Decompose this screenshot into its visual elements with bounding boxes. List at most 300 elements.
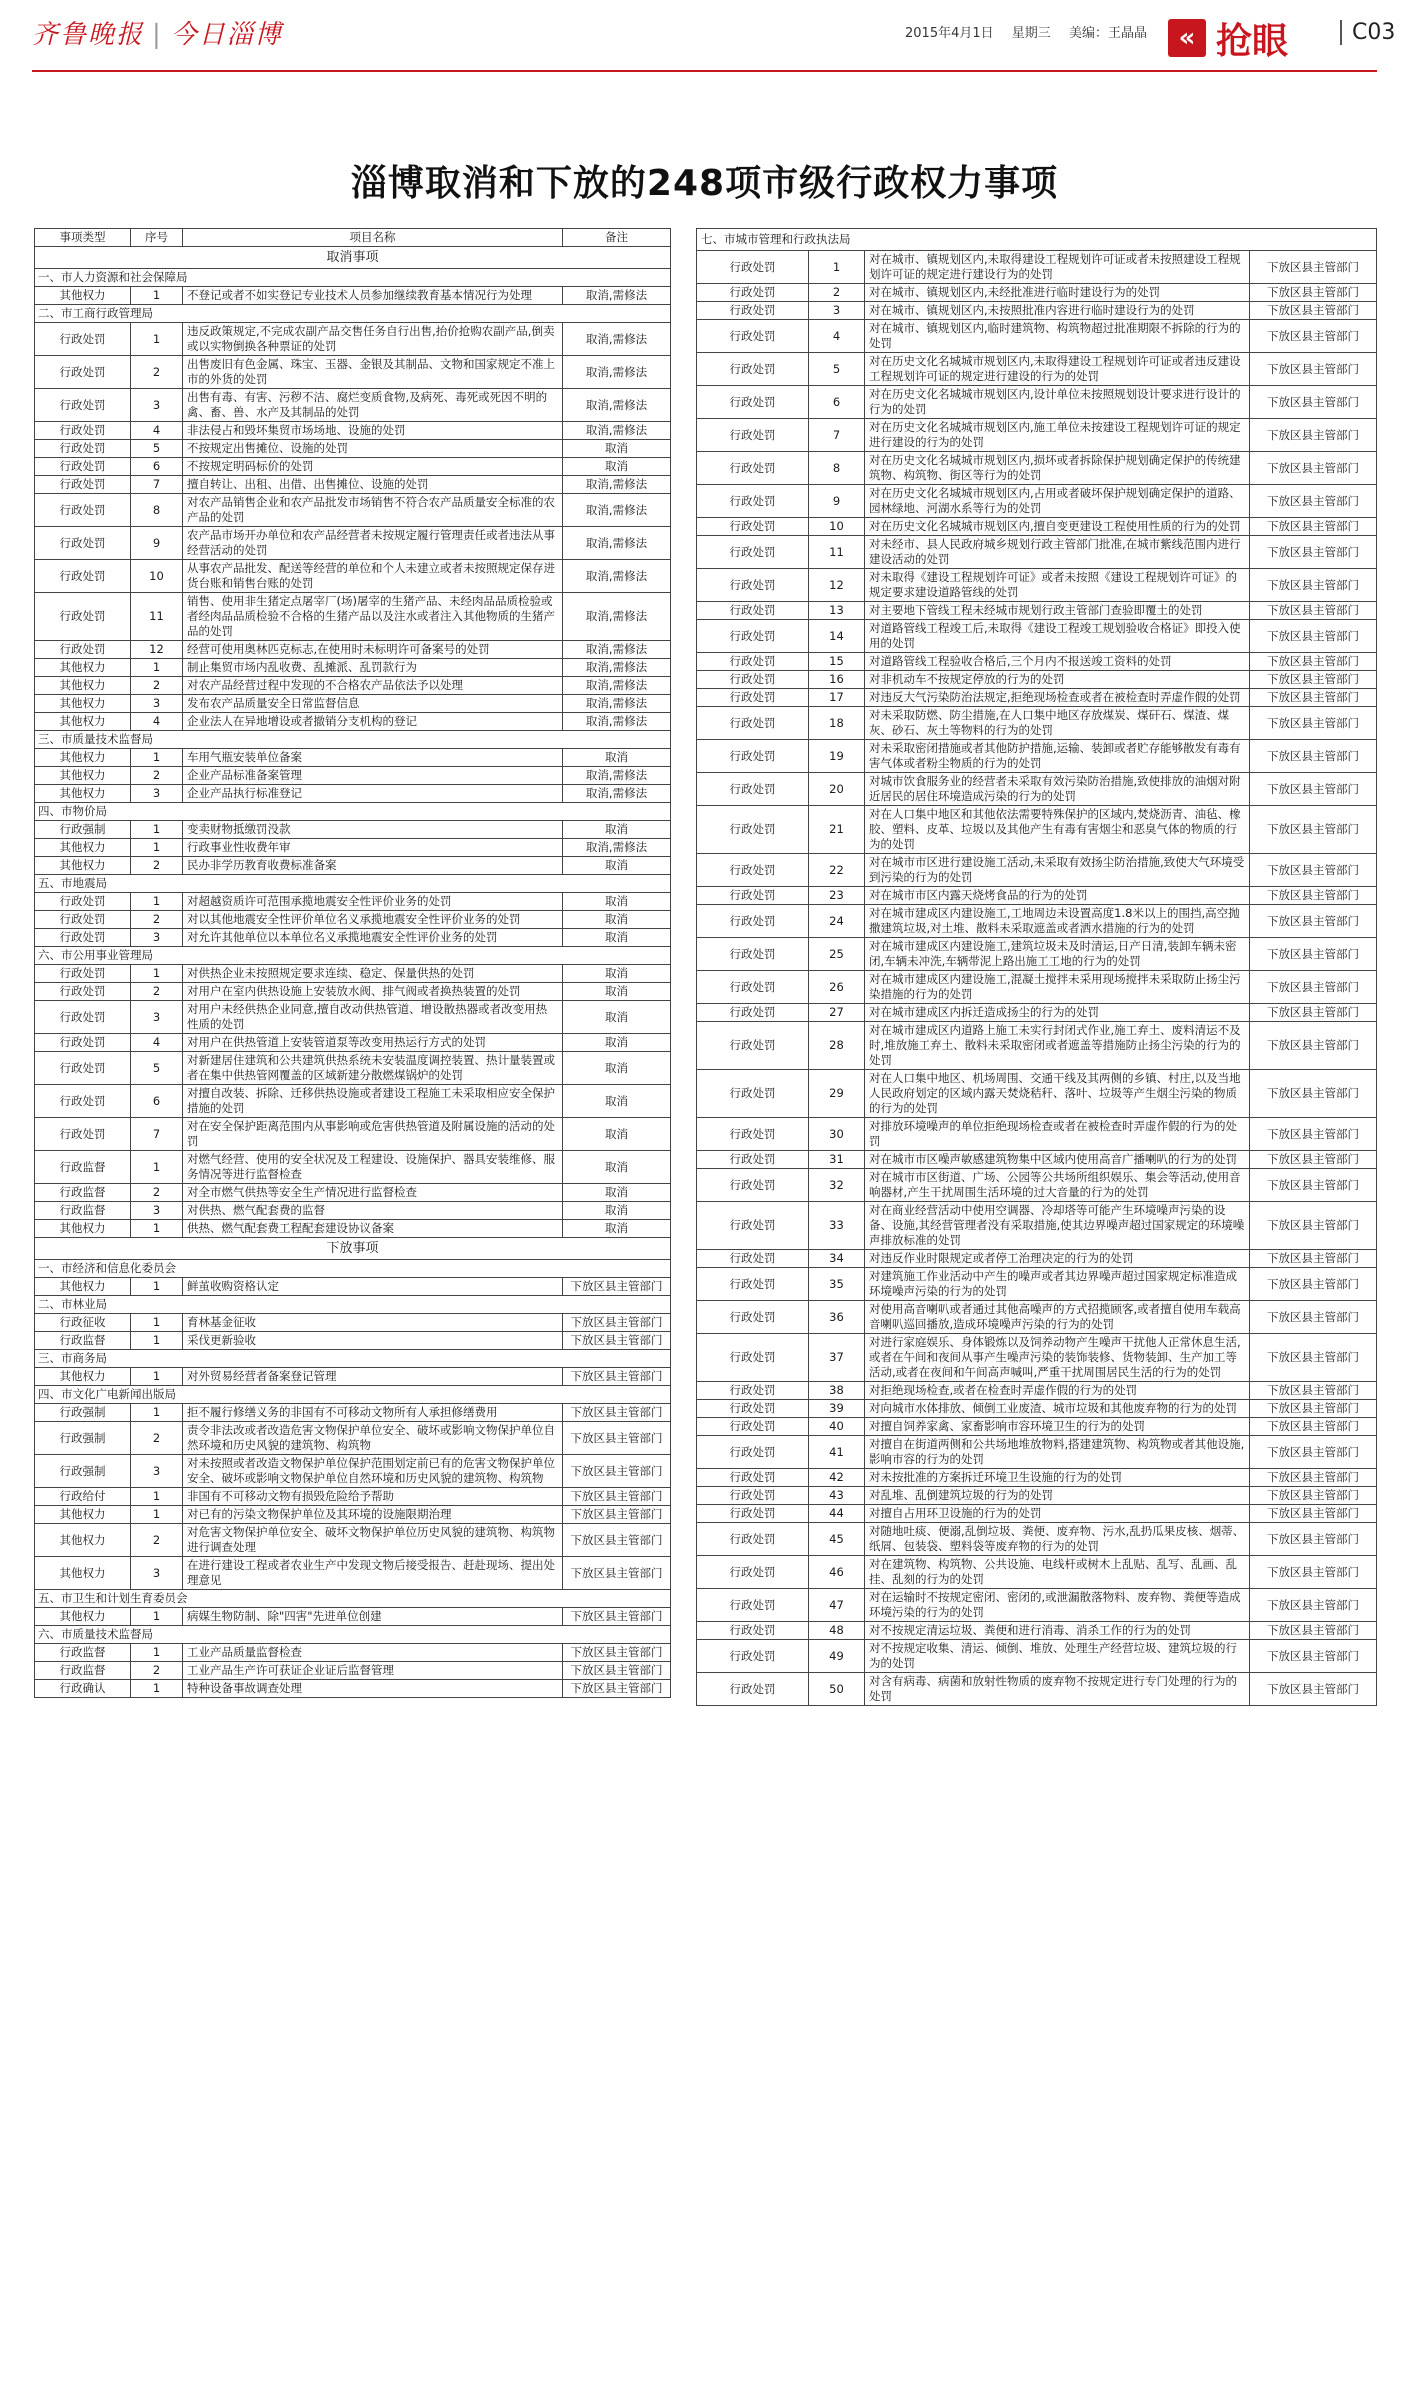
table-row bbox=[697, 1487, 1377, 1505]
item-note: 下放区县主管部门 bbox=[1250, 284, 1377, 302]
item-name: 对擅自占用环卫设施的行为的处罚 bbox=[865, 1505, 1250, 1523]
item-type: 行政处罚 bbox=[697, 1070, 809, 1118]
item-note: 下放区县主管部门 bbox=[563, 1455, 671, 1488]
item-type: 行政处罚 bbox=[35, 983, 131, 1001]
item-name: 对未采取密闭措施或者其他防护措施,运输、装卸或者贮存能够散发有毒有害气体或者粉尘物质的行为的处罚 bbox=[865, 740, 1250, 773]
table-row bbox=[35, 1085, 671, 1118]
item-type: 行政处罚 bbox=[697, 602, 809, 620]
table-row bbox=[697, 905, 1377, 938]
table-row bbox=[697, 1523, 1377, 1556]
table-row bbox=[697, 1436, 1377, 1469]
item-note: 下放区县主管部门 bbox=[1250, 1151, 1377, 1169]
left-column bbox=[34, 228, 670, 1698]
item-note: 下放区县主管部门 bbox=[1250, 1334, 1377, 1382]
item-note: 下放区县主管部门 bbox=[563, 1557, 671, 1590]
item-type: 行政处罚 bbox=[35, 1085, 131, 1118]
item-name: 对道路管线工程验收合格后,三个月内不报送竣工资料的处罚 bbox=[865, 653, 1250, 671]
item-type: 行政处罚 bbox=[697, 485, 809, 518]
item-type: 行政强制 bbox=[35, 1455, 131, 1488]
dept-row bbox=[35, 947, 671, 965]
table-row bbox=[35, 1404, 671, 1422]
item-number: 30 bbox=[809, 1118, 865, 1151]
table-row bbox=[35, 1220, 671, 1238]
item-name: 出售有毒、有害、污秽不洁、腐烂变质食物,及病死、毒死或死因不明的禽、畜、兽、水产及其制品的处罚 bbox=[183, 389, 563, 422]
item-number: 18 bbox=[809, 707, 865, 740]
item-type: 行政处罚 bbox=[697, 1640, 809, 1673]
item-type: 其他权力 bbox=[35, 767, 131, 785]
item-note: 取消,需修法 bbox=[563, 323, 671, 356]
item-note: 下放区县主管部门 bbox=[1250, 1673, 1377, 1706]
item-name: 对在历史文化名城城市规划区内,损坏或者拆除保护规划确定保护的传统建筑物、构筑物、街区等行为的处罚 bbox=[865, 452, 1250, 485]
item-name: 企业产品标准备案管理 bbox=[183, 767, 563, 785]
item-note: 下放区县主管部门 bbox=[1250, 1202, 1377, 1250]
item-name: 对主要地下管线工程未经城市规划行政主管部门查验即覆土的处罚 bbox=[865, 602, 1250, 620]
item-note: 下放区县主管部门 bbox=[1250, 1022, 1377, 1070]
item-note: 下放区县主管部门 bbox=[1250, 938, 1377, 971]
item-name: 对已有的污染文物保护单位及其环境的设施限期治理 bbox=[183, 1506, 563, 1524]
item-name: 对超越资质许可范围承揽地震安全性评价业务的处罚 bbox=[183, 893, 563, 911]
table-row bbox=[697, 806, 1377, 854]
item-type: 行政处罚 bbox=[35, 965, 131, 983]
item-note: 下放区县主管部门 bbox=[1250, 386, 1377, 419]
table-row bbox=[35, 1524, 671, 1557]
item-number: 2 bbox=[131, 983, 183, 1001]
item-name: 企业法人在异地增设或者撤销分支机构的登记 bbox=[183, 713, 563, 731]
item-note: 取消 bbox=[563, 1001, 671, 1034]
item-number: 11 bbox=[809, 536, 865, 569]
item-number: 49 bbox=[809, 1640, 865, 1673]
item-name: 对在城市建成区内拆迁造成扬尘的行为的处罚 bbox=[865, 1004, 1250, 1022]
item-type: 行政给付 bbox=[35, 1488, 131, 1506]
item-note: 取消 bbox=[563, 911, 671, 929]
item-name: 供热、燃气配套费工程配套建设协议备案 bbox=[183, 1220, 563, 1238]
table-row bbox=[35, 458, 671, 476]
item-number: 7 bbox=[131, 1118, 183, 1151]
item-note: 取消,需修法 bbox=[563, 767, 671, 785]
item-type: 行政处罚 bbox=[697, 653, 809, 671]
item-note: 取消 bbox=[563, 1118, 671, 1151]
table-row bbox=[35, 356, 671, 389]
item-type: 行政处罚 bbox=[35, 1118, 131, 1151]
item-name: 对擅自在街道两侧和公共场地堆放物料,搭建建筑物、构筑物或者其他设施,影响市容的行为的处罚 bbox=[865, 1436, 1250, 1469]
table-row bbox=[697, 302, 1377, 320]
double-chevron-icon: « bbox=[1168, 19, 1206, 57]
item-note: 取消 bbox=[563, 1052, 671, 1085]
item-type: 行政处罚 bbox=[697, 1469, 809, 1487]
right-column bbox=[696, 228, 1376, 1706]
item-number: 29 bbox=[809, 1070, 865, 1118]
item-name: 对擅自饲养家禽、家畜影响市容环境卫生的行为的处罚 bbox=[865, 1418, 1250, 1436]
item-number: 7 bbox=[131, 476, 183, 494]
item-note: 下放区县主管部门 bbox=[1250, 1640, 1377, 1673]
item-name: 车用气瓶安装单位备案 bbox=[183, 749, 563, 767]
dept-name: 四、市文化广电新闻出版局 bbox=[35, 1386, 671, 1404]
item-number: 44 bbox=[809, 1505, 865, 1523]
item-type: 行政处罚 bbox=[697, 773, 809, 806]
item-note: 取消,需修法 bbox=[563, 695, 671, 713]
item-number: 1 bbox=[131, 1644, 183, 1662]
item-name: 对在城市市区街道、广场、公园等公共场所组织娱乐、集会等活动,使用音响器材,产生干扰周围生活环境的过大音量的行为的处罚 bbox=[865, 1169, 1250, 1202]
table-row bbox=[35, 389, 671, 422]
table-row bbox=[35, 494, 671, 527]
item-name: 企业产品执行标准登记 bbox=[183, 785, 563, 803]
item-type: 行政处罚 bbox=[697, 1523, 809, 1556]
table-row bbox=[35, 1184, 671, 1202]
item-type: 行政处罚 bbox=[697, 1301, 809, 1334]
item-type: 行政处罚 bbox=[35, 1001, 131, 1034]
item-name: 对使用高音喇叭或者通过其他高噪声的方式招揽顾客,或者擅自使用车载高音喇叭巡回播放,造成环境噪声污染的行为的处罚 bbox=[865, 1301, 1250, 1334]
item-number: 3 bbox=[131, 1557, 183, 1590]
item-number: 3 bbox=[131, 785, 183, 803]
table-row bbox=[35, 1644, 671, 1662]
item-number: 1 bbox=[131, 1314, 183, 1332]
item-type: 行政强制 bbox=[35, 821, 131, 839]
item-note: 下放区县主管部门 bbox=[563, 1404, 671, 1422]
item-name: 对允许其他单位以本单位名义承揽地震安全性评价业务的处罚 bbox=[183, 929, 563, 947]
dept-row bbox=[35, 1260, 671, 1278]
table-row bbox=[35, 1557, 671, 1590]
item-name: 对在历史文化名城城市规划区内,擅自变更建设工程使用性质的行为的处罚 bbox=[865, 518, 1250, 536]
item-type: 行政处罚 bbox=[35, 560, 131, 593]
item-type: 行政处罚 bbox=[697, 1004, 809, 1022]
item-type: 行政处罚 bbox=[697, 971, 809, 1004]
item-type: 行政处罚 bbox=[35, 476, 131, 494]
item-note: 取消 bbox=[563, 983, 671, 1001]
section-delegate-title: 下放事项 bbox=[35, 1238, 671, 1260]
dept-row bbox=[35, 875, 671, 893]
item-note: 取消,需修法 bbox=[563, 593, 671, 641]
item-name: 销售、使用非生猪定点屠宰厂(场)屠宰的生猪产品、未经肉品品质检验或者经肉品品质检验不合格的生猪产品以及注水或者注入其他物质的生猪产品的处罚 bbox=[183, 593, 563, 641]
item-type: 其他权力 bbox=[35, 749, 131, 767]
item-number: 8 bbox=[809, 452, 865, 485]
dept-name: 二、市工商行政管理局 bbox=[35, 305, 671, 323]
item-type: 其他权力 bbox=[35, 1557, 131, 1590]
item-note: 下放区县主管部门 bbox=[1250, 320, 1377, 353]
left-table bbox=[34, 228, 671, 1698]
item-type: 其他权力 bbox=[35, 287, 131, 305]
item-number: 31 bbox=[809, 1151, 865, 1169]
item-note: 下放区县主管部门 bbox=[1250, 518, 1377, 536]
item-name: 对在城市市区噪声敏感建筑物集中区域内使用高音广播喇叭的行为的处罚 bbox=[865, 1151, 1250, 1169]
item-note: 取消 bbox=[563, 458, 671, 476]
item-type: 其他权力 bbox=[35, 1278, 131, 1296]
item-type: 其他权力 bbox=[35, 1220, 131, 1238]
section-title-row bbox=[35, 247, 671, 269]
item-type: 行政处罚 bbox=[697, 302, 809, 320]
dept-row bbox=[35, 305, 671, 323]
table-row bbox=[35, 911, 671, 929]
item-number: 1 bbox=[131, 1151, 183, 1184]
item-note: 下放区县主管部门 bbox=[563, 1506, 671, 1524]
table-row bbox=[35, 1151, 671, 1184]
item-type: 行政处罚 bbox=[35, 593, 131, 641]
item-type: 行政处罚 bbox=[35, 389, 131, 422]
item-number: 1 bbox=[131, 1220, 183, 1238]
item-name: 对在人口集中地区、机场周围、交通干线及其两侧的乡镇、村庄,以及当地人民政府划定的区域内露天焚烧秸秆、落叶、垃圾等产生烟尘污染的物质的行为的处罚 bbox=[865, 1070, 1250, 1118]
page-headline: 淄博取消和下放的248项市级行政权力事项 bbox=[350, 163, 1059, 204]
item-name: 行政事业性收费年审 bbox=[183, 839, 563, 857]
table-row bbox=[697, 386, 1377, 419]
item-type: 其他权力 bbox=[35, 713, 131, 731]
item-note: 下放区县主管部门 bbox=[1250, 653, 1377, 671]
dept-row bbox=[35, 1296, 671, 1314]
item-name: 对乱堆、乱倒建筑垃圾的行为的处罚 bbox=[865, 1487, 1250, 1505]
item-note: 下放区县主管部门 bbox=[1250, 485, 1377, 518]
item-note: 取消 bbox=[563, 749, 671, 767]
item-note: 下放区县主管部门 bbox=[1250, 1169, 1377, 1202]
item-type: 行政处罚 bbox=[697, 1556, 809, 1589]
item-number: 23 bbox=[809, 887, 865, 905]
item-name: 工业产品生产许可获证企业证后监督管理 bbox=[183, 1662, 563, 1680]
table-row bbox=[35, 1001, 671, 1034]
item-note: 下放区县主管部门 bbox=[563, 1524, 671, 1557]
table-row bbox=[35, 641, 671, 659]
item-note: 取消 bbox=[563, 929, 671, 947]
item-note: 取消 bbox=[563, 1151, 671, 1184]
table-row bbox=[35, 422, 671, 440]
item-type: 其他权力 bbox=[35, 677, 131, 695]
item-name: 不登记或者不如实登记专业技术人员参加继续教育基本情况行为处理 bbox=[183, 287, 563, 305]
item-type: 行政处罚 bbox=[697, 1268, 809, 1301]
item-number: 4 bbox=[809, 320, 865, 353]
table-row bbox=[35, 1118, 671, 1151]
item-name: 对未经市、县人民政府城乡规划行政主管部门批准,在城市紫线范围内进行建设活动的处罚 bbox=[865, 536, 1250, 569]
item-number: 4 bbox=[131, 1034, 183, 1052]
table-row bbox=[697, 671, 1377, 689]
issue-weekday: 星期三 bbox=[1011, 26, 1051, 41]
item-type: 行政强制 bbox=[35, 1404, 131, 1422]
table-row bbox=[697, 1268, 1377, 1301]
dept-name: 三、市质量技术监督局 bbox=[35, 731, 671, 749]
item-note: 下放区县主管部门 bbox=[1250, 1268, 1377, 1301]
item-number: 1 bbox=[809, 251, 865, 284]
item-name: 对排放环境噪声的单位拒绝现场检查或者在被检查时弄虚作假的行为的处罚 bbox=[865, 1118, 1250, 1151]
table-row bbox=[35, 527, 671, 560]
item-type: 行政处罚 bbox=[35, 356, 131, 389]
item-name: 对全市燃气供热等安全生产情况进行监督检查 bbox=[183, 1184, 563, 1202]
item-note: 下放区县主管部门 bbox=[1250, 353, 1377, 386]
item-number: 4 bbox=[131, 422, 183, 440]
dept-row bbox=[35, 1350, 671, 1368]
table-row bbox=[697, 1118, 1377, 1151]
item-number: 11 bbox=[131, 593, 183, 641]
table-row bbox=[697, 419, 1377, 452]
item-name: 对违反大气污染防治法规定,拒绝现场检查或者在被检查时弄虚作假的处罚 bbox=[865, 689, 1250, 707]
page-number: C03 bbox=[1340, 20, 1395, 45]
table-row bbox=[35, 659, 671, 677]
item-number: 1 bbox=[131, 839, 183, 857]
item-note: 下放区县主管部门 bbox=[1250, 1070, 1377, 1118]
item-type: 行政处罚 bbox=[697, 1589, 809, 1622]
item-type: 行政处罚 bbox=[697, 1622, 809, 1640]
table-row bbox=[697, 1400, 1377, 1418]
table-row bbox=[35, 929, 671, 947]
item-note: 取消,需修法 bbox=[563, 659, 671, 677]
item-note: 下放区县主管部门 bbox=[563, 1680, 671, 1698]
item-name: 农产品市场开办单位和农产品经营者未按规定履行管理责任或者违法从事经营活动的处罚 bbox=[183, 527, 563, 560]
item-number: 45 bbox=[809, 1523, 865, 1556]
item-type: 其他权力 bbox=[35, 1506, 131, 1524]
table-row bbox=[35, 440, 671, 458]
item-name: 对在商业经营活动中使用空调器、冷却塔等可能产生环境噪声污染的设备、设施,其经营管理者没有采取措施,使其边界噪声超过国家规定的环境噪声排放标准的处罚 bbox=[865, 1202, 1250, 1250]
item-number: 1 bbox=[131, 965, 183, 983]
table-row bbox=[35, 785, 671, 803]
item-note: 取消,需修法 bbox=[563, 560, 671, 593]
item-note: 下放区县主管部门 bbox=[1250, 1556, 1377, 1589]
table-row bbox=[35, 560, 671, 593]
item-type: 其他权力 bbox=[35, 695, 131, 713]
item-type: 其他权力 bbox=[35, 659, 131, 677]
item-name: 对进行家庭娱乐、身体锻炼以及饲养动物产生噪声干扰他人正常休息生活,或者在午间和夜间从事产生噪声污染的装饰装修、货物装卸、生产加工等活动,或者在夜间和午间高声喊叫,严重干扰周围居民生活的行为的处罚 bbox=[865, 1334, 1250, 1382]
item-number: 2 bbox=[131, 1524, 183, 1557]
table-row bbox=[697, 1202, 1377, 1250]
item-type: 行政处罚 bbox=[35, 911, 131, 929]
item-name: 对在城市、镇规划区内,未按照批准内容进行临时建设行为的处罚 bbox=[865, 302, 1250, 320]
item-name: 对在历史文化名城城市规划区内,占用或者破坏保护规划确定保护的道路、园林绿地、河湖水系等行为的处罚 bbox=[865, 485, 1250, 518]
table-row bbox=[35, 1662, 671, 1680]
item-name: 从事农产品批发、配送等经营的单位和个人未建立或者未按照规定保存进货台账和销售台账的处罚 bbox=[183, 560, 563, 593]
item-number: 3 bbox=[131, 1202, 183, 1220]
item-name: 对在城市建成区内道路上施工未实行封闭式作业,施工弃土、废料清运不及时,堆放施工弃土、散料未采取密闭或者遮盖等措施防止扬尘污染的行为的处罚 bbox=[865, 1022, 1250, 1070]
dept-name: 四、市物价局 bbox=[35, 803, 671, 821]
item-name: 经营可使用奥林匹克标志,在使用时未标明许可备案号的处罚 bbox=[183, 641, 563, 659]
item-note: 取消,需修法 bbox=[563, 785, 671, 803]
item-type: 行政征收 bbox=[35, 1314, 131, 1332]
item-type: 行政处罚 bbox=[697, 1169, 809, 1202]
item-note: 下放区县主管部门 bbox=[563, 1278, 671, 1296]
item-type: 行政处罚 bbox=[697, 1673, 809, 1706]
item-name: 对不按规定收集、清运、倾倒、堆放、处理生产经营垃圾、建筑垃圾的行为的处罚 bbox=[865, 1640, 1250, 1673]
table-row bbox=[697, 602, 1377, 620]
table-row bbox=[697, 740, 1377, 773]
item-name: 对供热、燃气配套费的监督 bbox=[183, 1202, 563, 1220]
item-name: 对用户在室内供热设施上安装放水阀、排气阀或者换热装置的处罚 bbox=[183, 983, 563, 1001]
item-number: 13 bbox=[809, 602, 865, 620]
item-name: 对在城市、镇规划区内,未经批准进行临时建设行为的处罚 bbox=[865, 284, 1250, 302]
item-number: 50 bbox=[809, 1673, 865, 1706]
header-no: 序号 bbox=[131, 229, 183, 247]
table-row bbox=[697, 284, 1377, 302]
item-name: 对非机动车不按规定停放的行为的处罚 bbox=[865, 671, 1250, 689]
item-note: 取消,需修法 bbox=[563, 287, 671, 305]
item-note: 取消 bbox=[563, 893, 671, 911]
item-note: 取消 bbox=[563, 1184, 671, 1202]
item-number: 3 bbox=[131, 1455, 183, 1488]
table-row bbox=[697, 569, 1377, 602]
item-note: 下放区县主管部门 bbox=[1250, 452, 1377, 485]
item-name: 对农产品经营过程中发现的不合格农产品依法予以处理 bbox=[183, 677, 563, 695]
item-number: 3 bbox=[131, 389, 183, 422]
table-row bbox=[697, 887, 1377, 905]
item-name: 对在城市、镇规划区内,临时建筑物、构筑物超过批准期限不拆除的行为的处罚 bbox=[865, 320, 1250, 353]
table-row bbox=[697, 1301, 1377, 1334]
issue-info bbox=[905, 22, 1161, 41]
item-type: 行政处罚 bbox=[697, 671, 809, 689]
item-note: 下放区县主管部门 bbox=[1250, 1004, 1377, 1022]
header-type: 事项类型 bbox=[35, 229, 131, 247]
item-number: 20 bbox=[809, 773, 865, 806]
item-name: 对外贸易经营者备案登记管理 bbox=[183, 1368, 563, 1386]
table-row bbox=[35, 677, 671, 695]
item-number: 2 bbox=[131, 1422, 183, 1455]
item-number: 6 bbox=[131, 458, 183, 476]
item-note: 下放区县主管部门 bbox=[1250, 1118, 1377, 1151]
item-number: 33 bbox=[809, 1202, 865, 1250]
item-name: 对供热企业未按照规定要求连续、稳定、保量供热的处罚 bbox=[183, 965, 563, 983]
item-number: 35 bbox=[809, 1268, 865, 1301]
item-number: 5 bbox=[809, 353, 865, 386]
item-number: 5 bbox=[131, 440, 183, 458]
item-type: 行政处罚 bbox=[697, 854, 809, 887]
item-number: 3 bbox=[131, 695, 183, 713]
item-name: 鲜茧收购资格认定 bbox=[183, 1278, 563, 1296]
item-name: 对未按批准的方案拆迁环境卫生设施的行为的处罚 bbox=[865, 1469, 1250, 1487]
item-note: 下放区县主管部门 bbox=[563, 1608, 671, 1626]
item-type: 行政处罚 bbox=[697, 536, 809, 569]
item-number: 2 bbox=[131, 767, 183, 785]
table-row bbox=[35, 476, 671, 494]
dept-row bbox=[35, 803, 671, 821]
item-type: 行政监督 bbox=[35, 1332, 131, 1350]
item-note: 取消 bbox=[563, 440, 671, 458]
item-number: 15 bbox=[809, 653, 865, 671]
item-note: 下放区县主管部门 bbox=[1250, 854, 1377, 887]
item-number: 47 bbox=[809, 1589, 865, 1622]
item-type: 行政处罚 bbox=[35, 440, 131, 458]
item-number: 26 bbox=[809, 971, 865, 1004]
table-row bbox=[697, 1418, 1377, 1436]
item-number: 17 bbox=[809, 689, 865, 707]
item-type: 行政处罚 bbox=[697, 419, 809, 452]
table-row bbox=[35, 749, 671, 767]
item-note: 下放区县主管部门 bbox=[1250, 689, 1377, 707]
table-row bbox=[697, 536, 1377, 569]
item-number: 1 bbox=[131, 1404, 183, 1422]
dept-row bbox=[35, 1626, 671, 1644]
item-name: 对新建居住建筑和公共建筑供热系统未安装温度调控装置、热计量装置或者在集中供热管网覆盖的区域新建分散燃煤锅炉的处罚 bbox=[183, 1052, 563, 1085]
item-type: 其他权力 bbox=[35, 839, 131, 857]
item-type: 行政确认 bbox=[35, 1680, 131, 1698]
item-type: 行政处罚 bbox=[697, 284, 809, 302]
item-type: 行政处罚 bbox=[697, 1400, 809, 1418]
item-type: 行政处罚 bbox=[35, 1052, 131, 1085]
item-number: 3 bbox=[131, 1001, 183, 1034]
item-name: 对在城市、镇规划区内,未取得建设工程规划许可证或者未按照建设工程规划许可证的规定进行建设行为的处罚 bbox=[865, 251, 1250, 284]
item-number: 1 bbox=[131, 749, 183, 767]
item-type: 行政处罚 bbox=[697, 518, 809, 536]
item-number: 3 bbox=[809, 302, 865, 320]
table-row bbox=[35, 1202, 671, 1220]
logo-main: 齐鲁晚报 bbox=[32, 20, 145, 50]
item-name: 出售废旧有色金属、珠宝、玉器、金银及其制品、文物和国家规定不准上市的外货的处罚 bbox=[183, 356, 563, 389]
item-note: 取消 bbox=[563, 821, 671, 839]
table-row bbox=[697, 251, 1377, 284]
item-name: 对擅自改装、拆除、迁移供热设施或者建设工程施工未采取相应安全保护措施的处罚 bbox=[183, 1085, 563, 1118]
item-type: 行政处罚 bbox=[697, 905, 809, 938]
item-type: 行政处罚 bbox=[697, 1382, 809, 1400]
item-number: 9 bbox=[809, 485, 865, 518]
item-name: 拒不履行修缮义务的非国有不可移动文物所有人承担修缮费用 bbox=[183, 1404, 563, 1422]
item-name: 对含有病毒、病菌和放射性物质的废弃物不按规定进行专门处理的行为的处罚 bbox=[865, 1673, 1250, 1706]
item-name: 对用户在供热管道上安装管道泵等改变用热运行方式的处罚 bbox=[183, 1034, 563, 1052]
table-row bbox=[35, 857, 671, 875]
item-note: 下放区县主管部门 bbox=[1250, 1523, 1377, 1556]
item-type: 其他权力 bbox=[35, 1524, 131, 1557]
item-number: 22 bbox=[809, 854, 865, 887]
item-name: 对道路管线工程竣工后,未取得《建设工程竣工规划验收合格证》即投入使用的处罚 bbox=[865, 620, 1250, 653]
item-number: 40 bbox=[809, 1418, 865, 1436]
table-row bbox=[697, 1640, 1377, 1673]
